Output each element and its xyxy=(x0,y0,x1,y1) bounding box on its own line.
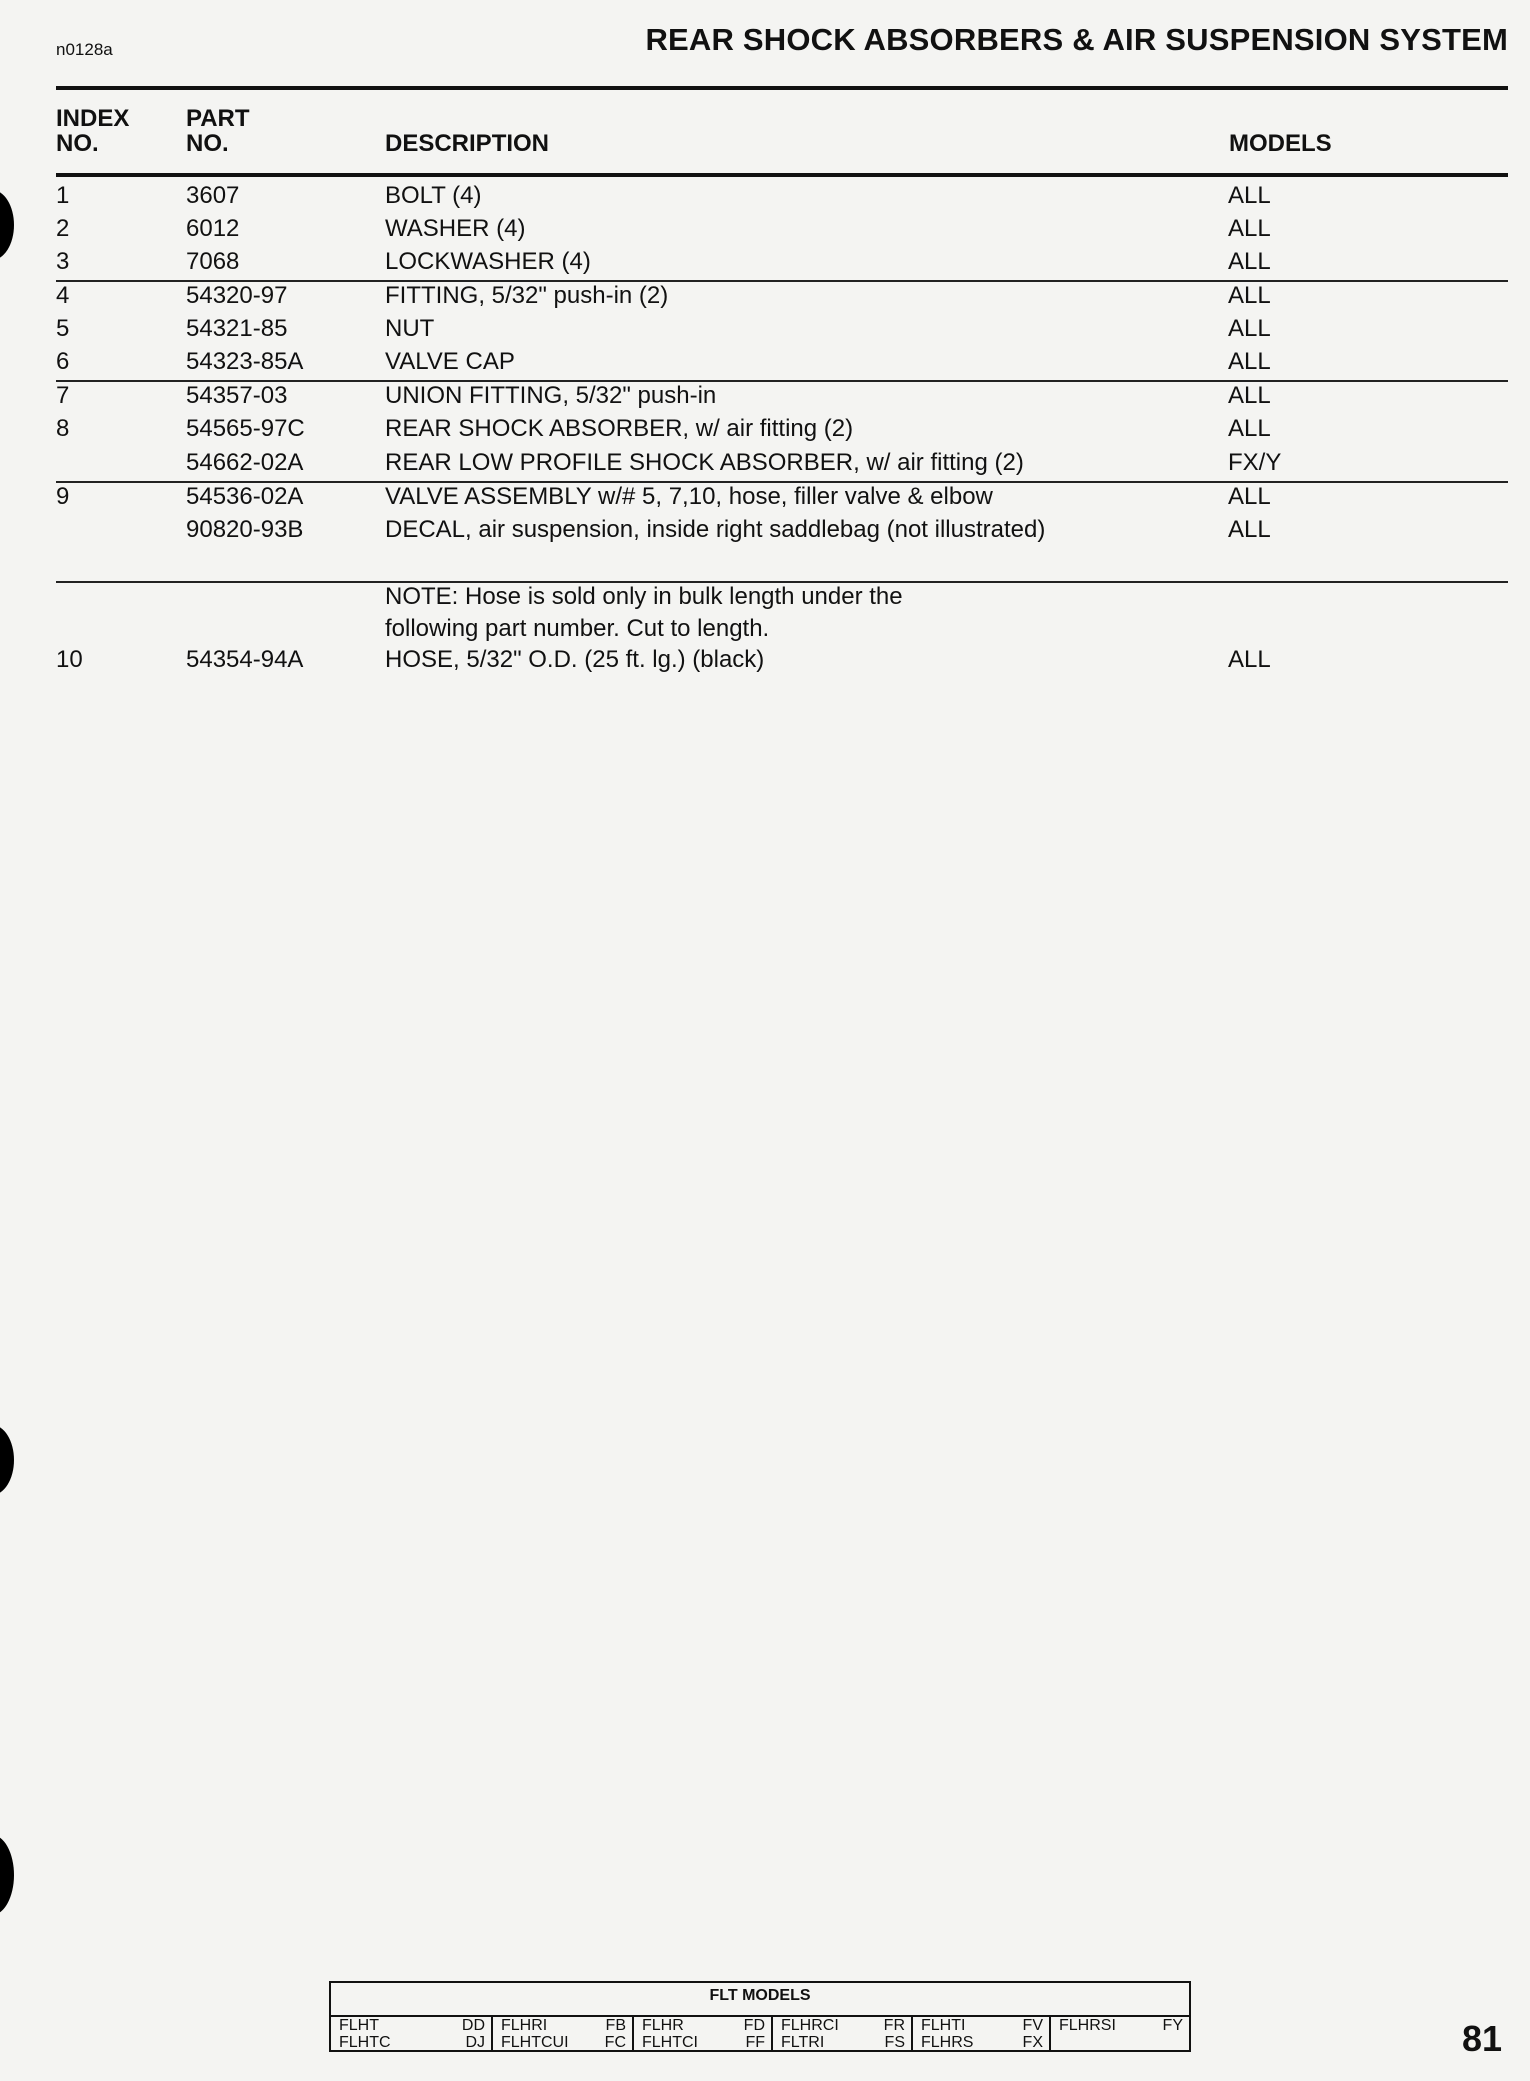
header-rule xyxy=(56,86,1508,90)
table-row xyxy=(0,412,1530,445)
models: ALL xyxy=(1228,415,1271,442)
index-no: 1 xyxy=(56,182,70,209)
index-no: 4 xyxy=(56,282,70,309)
table-row xyxy=(0,279,1530,312)
models: ALL xyxy=(1228,646,1271,673)
models: ALL xyxy=(1228,248,1271,275)
part-no: 54323-85A xyxy=(186,348,304,375)
models: ALL xyxy=(1228,516,1271,543)
page-number: 81 xyxy=(1461,2018,1502,2059)
part-no: 6012 xyxy=(186,215,240,242)
page-title: REAR SHOCK ABSORBERS & AIR SUSPENSION SYSTEM xyxy=(645,22,1508,57)
flt-model-group: FLHRCI FLTRI FR FS xyxy=(781,2017,905,2051)
table-row xyxy=(0,446,1530,479)
flt-model-group: FLHR FLHTCI FD FF xyxy=(642,2017,765,2051)
binder-hole-bottom xyxy=(0,1835,14,1915)
col-header-description: DESCRIPTION xyxy=(385,130,550,157)
col-header-models: MODELS xyxy=(1229,130,1332,157)
table-row xyxy=(0,480,1530,513)
index-no: 2 xyxy=(56,215,70,242)
part-no: 90820-93B xyxy=(186,516,304,543)
index-no: 3 xyxy=(56,248,70,275)
flt-model-group: FLHTI FLHRS FV FX xyxy=(921,2017,1043,2051)
table-row xyxy=(0,643,1530,676)
col-header-part: PART NO. xyxy=(186,105,250,157)
document-id: n0128a xyxy=(56,40,113,59)
description: VALVE ASSEMBLY w/# 5, 7,10, hose, filler valve & elbow xyxy=(385,483,993,510)
part-no: 54662-02A xyxy=(186,449,304,476)
description: VALVE CAP xyxy=(385,348,515,375)
index-no: 8 xyxy=(56,415,70,442)
models: ALL xyxy=(1228,215,1271,242)
models: ALL xyxy=(1228,483,1271,510)
part-no: 54321-85 xyxy=(186,315,288,342)
table-row xyxy=(0,345,1530,378)
index-no: 5 xyxy=(56,315,70,342)
models: ALL xyxy=(1228,182,1271,209)
flt-model-group: FLHT FLHTC DD DJ xyxy=(339,2017,485,2051)
index-no: 10 xyxy=(56,646,83,673)
description: WASHER (4) xyxy=(385,215,526,242)
flt-models-table xyxy=(329,1981,1191,2052)
flt-models-title: FLT MODELS xyxy=(709,1987,811,2004)
part-no: 54357-03 xyxy=(186,382,288,409)
col-header-index: INDEX NO. xyxy=(56,105,130,157)
models: ALL xyxy=(1228,348,1271,375)
table-row xyxy=(0,245,1530,278)
description: NUT xyxy=(385,315,435,342)
table-row xyxy=(0,513,1530,546)
description: UNION FITTING, 5/32" push-in xyxy=(385,382,717,409)
part-no: 54320-97 xyxy=(186,282,288,309)
description: REAR SHOCK ABSORBER, w/ air fitting (2) xyxy=(385,415,854,442)
index-no: 9 xyxy=(56,483,70,510)
index-no: 7 xyxy=(56,382,70,409)
models: ALL xyxy=(1228,315,1271,342)
table-row xyxy=(0,179,1530,212)
part-no: 54565-97C xyxy=(186,415,305,442)
note-line-2: following part number. Cut to length. xyxy=(385,615,770,642)
part-no: 54354-94A xyxy=(186,646,304,673)
note-line-1: NOTE: Hose is sold only in bulk length under the xyxy=(385,583,903,610)
description: HOSE, 5/32" O.D. (25 ft. lg.) (black) xyxy=(385,646,765,673)
part-no: 7068 xyxy=(186,248,240,275)
description: BOLT (4) xyxy=(385,182,482,209)
flt-model-group: FLHRSI FY xyxy=(1059,2017,1183,2034)
table-row xyxy=(0,379,1530,412)
description: LOCKWASHER (4) xyxy=(385,248,591,275)
description: FITTING, 5/32" push-in (2) xyxy=(385,282,669,309)
part-no: 54536-02A xyxy=(186,483,304,510)
column-header-rule xyxy=(56,173,1508,177)
flt-model-group: FLHRI FLHTCUI FB FC xyxy=(501,2017,626,2051)
models: FX/Y xyxy=(1228,449,1282,476)
description: DECAL, air suspension, inside right saddlebag (not illustrated) xyxy=(385,516,1046,543)
models: ALL xyxy=(1228,382,1271,409)
models: ALL xyxy=(1228,282,1271,309)
index-no: 6 xyxy=(56,348,70,375)
part-no: 3607 xyxy=(186,182,240,209)
description: REAR LOW PROFILE SHOCK ABSORBER, w/ air fitting (2) xyxy=(385,449,1024,476)
binder-hole-middle xyxy=(0,1425,14,1495)
table-row xyxy=(0,312,1530,345)
table-row xyxy=(0,212,1530,245)
